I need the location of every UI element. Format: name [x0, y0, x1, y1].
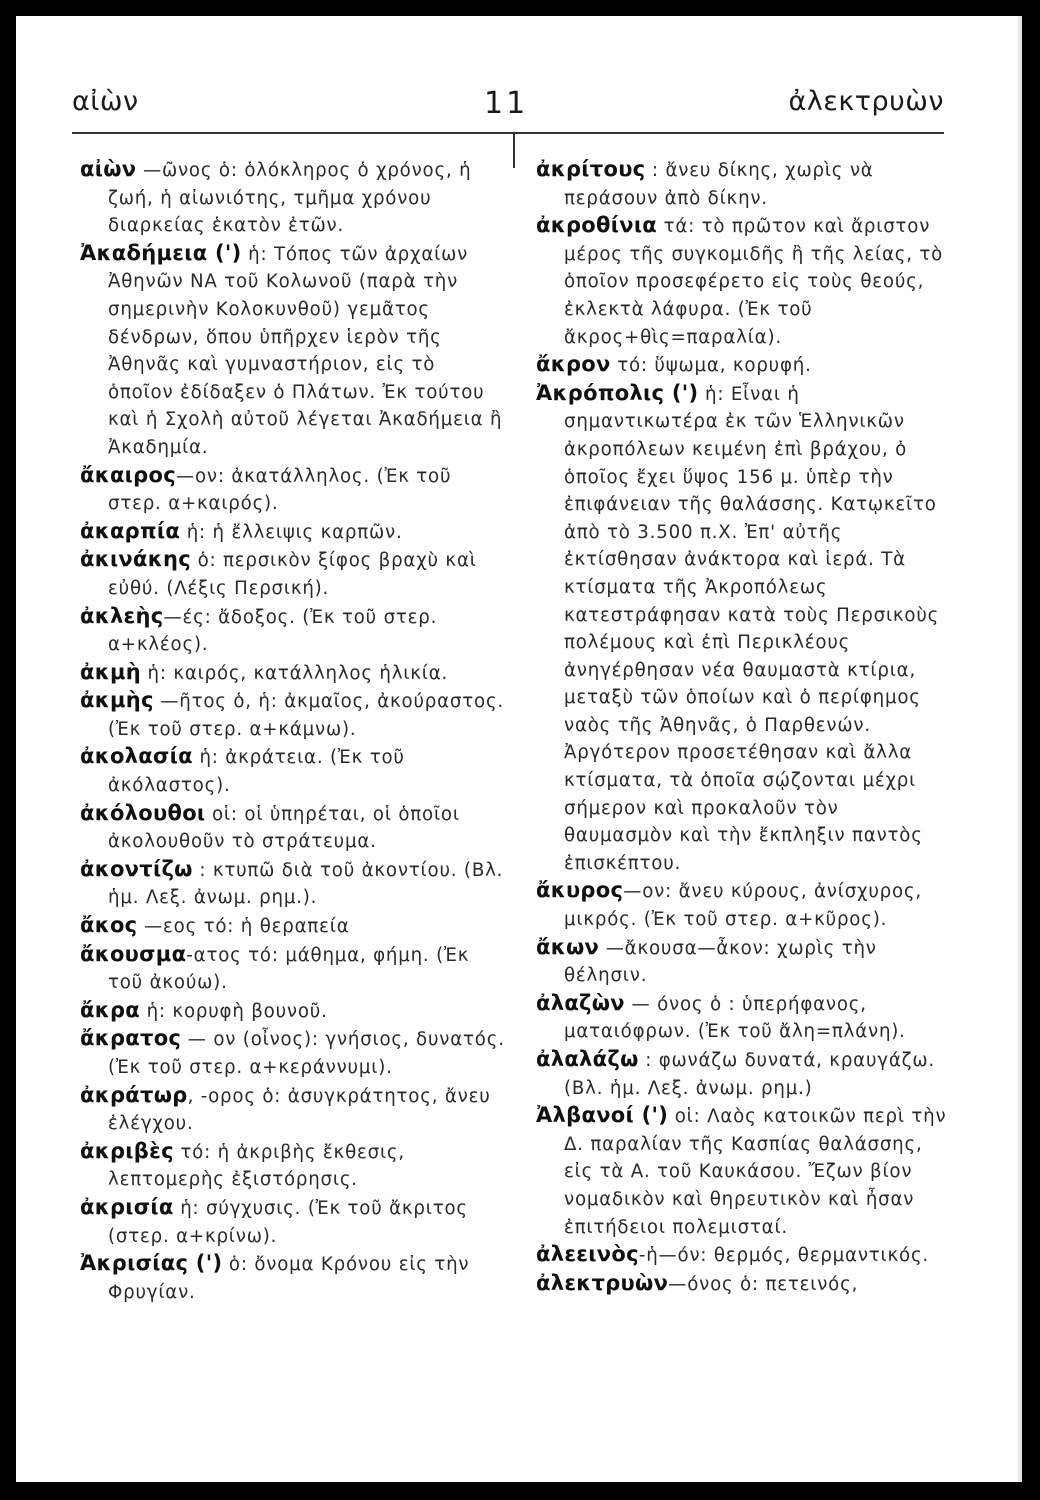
entry-definition: — όνος ὁ : ὑπερήφανος, ματαιόφρων. (Ἐκ τοῦ ἄλη=πλάνη). — [564, 993, 906, 1043]
dictionary-entry — [80, 240, 506, 462]
entry-definition: ἡ: ἡ ἔλλειψις καρπῶν. — [180, 521, 403, 543]
dictionary-entry — [536, 1241, 948, 1270]
dictionary-entry — [80, 800, 506, 856]
entry-headword: ἄκουσμα — [80, 941, 187, 966]
left-column — [80, 156, 506, 1306]
dictionary-entry — [80, 1138, 506, 1194]
entry-definition: — ον (οἶνος): γνήσιος, δυνατός. (Ἐκ τοῦ στερ. α+κεράννυμι). — [108, 1029, 505, 1078]
entry-headword: ἀλεκτρυὼν — [536, 1270, 669, 1295]
entry-headword: ἀκρισία — [80, 1194, 174, 1219]
entry-headword: Ἀλβανοί (') — [536, 1103, 669, 1128]
entry-headword: ἀκριβὲς — [80, 1138, 174, 1163]
entry-definition: : φωνάζω δυνατά, κραυγάζω. (Βλ. ἡμ. Λεξ. ἀνωμ. ρημ.) — [564, 1050, 935, 1099]
entry-headword: ἄκων — [536, 934, 600, 959]
entry-headword: ἀκοντίζω — [80, 856, 193, 881]
entry-definition: τό: ἡ ἀκριβὴς ἔκθεσις, λεπτομερὴς ἐξιστόρησις. — [108, 1141, 405, 1191]
entry-definition: —ον: ἄνευ κύρους, ἀνίσχυρος, μικρός. (Ἐκ τοῦ στερ. α+κῦρος). — [564, 881, 922, 931]
entry-headword: ἄκρον — [536, 352, 611, 377]
entry-headword: ἀλαλάζω — [536, 1047, 639, 1071]
entry-headword: Ἀκαδήμεια (') — [80, 240, 242, 265]
entry-definition: -ατος τό: μάθημα, φήμη. (Ἐκ τοῦ ἀκούω). — [108, 944, 470, 994]
entry-definition: τό: ὕψωμα, κορυφή. — [610, 355, 812, 377]
dictionary-entry — [536, 1102, 948, 1241]
dictionary-entry — [80, 1025, 506, 1081]
entry-definition: —εος τό: ἡ θεραπεία — [137, 916, 350, 938]
dictionary-entry — [80, 462, 506, 518]
entry-definition: —ἄκουσα—ἆκον: χωρὶς τὴν θέλησιν. — [564, 937, 877, 987]
dictionary-entry — [80, 1250, 506, 1306]
dictionary-entry — [536, 934, 948, 990]
entry-headword: αἰὼν — [80, 157, 137, 181]
entry-headword: ἀκράτωρ — [80, 1082, 188, 1107]
entry-definition: ἡ: Εἶναι ἡ σημαντικωτέρα ἐκ τῶν Ἑλληνικῶν ἀκροπόλεων κειμένη ἐπὶ βράχου, ὁ ὁποῖος ἔχει ὕψος 156 μ. ὑπὲρ τὴν ἐπιφάνειαν τῆς θαλάσσης. Κατῳκεῖτο ἀπὸ τὸ 3.500 π.Χ. Ἐπ' αὐτῆς ἐκτίσθησαν ἀνάκτορα καὶ ἱερά. Τὰ κτίσματα τῆς Ἀκροπόλεως κατεστράφησαν κατὰ τοὺς Περσικοὺς πολέμους καὶ ἐπὶ Περικλέους ἀνηγέρθησαν νέα θαυμαστὰ κτίρια, μεταξὺ τῶν ὁποίων καὶ ὁ περίφημος ναὸς τῆς Ἀθηνᾶς, ὁ Παρθενών. Ἀργότερον προσετέθησαν καὶ ἄλλα κτίσματα, τὰ ὁποῖα σῴζονται μέχρι σήμερον καὶ προκαλοῦν τὸν θαυμασμὸν καὶ τὴν ἔκπληξιν παντὸς ἐπισκέπτου. — [564, 383, 940, 874]
dictionary-entry — [80, 856, 506, 912]
dictionary-entry — [80, 941, 506, 997]
running-head-left: αἰὼν — [72, 86, 139, 117]
dictionary-entry — [80, 1194, 506, 1250]
dictionary-entry — [80, 912, 506, 941]
entry-headword: ἀλεεινὸς — [536, 1242, 639, 1267]
entry-headword: ἄκυρος — [536, 878, 624, 903]
entry-definition: , -ορος ὁ: ἀσυγκράτητος, ἄνευ ἐλέγχου. — [108, 1085, 491, 1135]
dictionary-entry — [536, 1270, 948, 1299]
page-number: 11 — [484, 86, 529, 121]
entry-headword: ἄκρα — [80, 997, 141, 1022]
entry-headword: ἀκμὴς — [80, 688, 154, 713]
entry-headword: ἀκλεὴς — [80, 603, 164, 628]
entry-definition: : κτυπῶ διὰ τοῦ ἀκοντίου. (Βλ. ἡμ. Λεξ. ἀνωμ. ρημ.). — [108, 859, 504, 909]
column-divider — [513, 132, 515, 168]
dictionary-entry — [536, 156, 948, 212]
entry-definition: —ές: ἄδοξος. (Ἐκ τοῦ στερ. α+κλέος). — [108, 606, 438, 656]
page-edge-shadow — [1018, 16, 1022, 1482]
dictionary-entry — [80, 1082, 506, 1138]
entry-definition: —όνος ὁ: πετεινός, — [668, 1273, 859, 1295]
entry-definition: ὁ: ὄνομα Κρόνου εἰς τὴν Φρυγίαν. — [108, 1254, 470, 1303]
entry-headword: ἀκόλουθοι — [80, 800, 206, 825]
dictionary-entry — [80, 518, 506, 547]
dictionary-entry — [80, 997, 506, 1026]
dictionary-page — [16, 16, 1022, 1482]
entry-definition: ἡ: ἀκράτεια. (Ἐκ τοῦ ἀκόλαστος). — [108, 747, 405, 797]
entry-definition: ἡ: Τόπος τῶν ἀρχαίων Ἀθηνῶν ΝΑ τοῦ Κολωνοῦ (παρὰ τὴν σημερινὴν Κολοκυνθοῦ) γεμᾶτος δένδρων, ὅπου ὑπῆρχεν ἱερὸν τῆς Ἀθηνᾶς καὶ γυμναστήριον, εἰς τὸ ὁποῖον ἐδίδαξεν ὁ Πλάτων. Ἐκ τούτου καὶ ἡ Σχολὴ αὐτοῦ λέγεται Ἀκαδήμεια ἢ Ἀκαδημία. — [108, 243, 503, 458]
dictionary-entry — [536, 1046, 948, 1102]
dictionary-entry — [80, 156, 506, 240]
entry-definition: ἡ: καιρός, κατάλληλος ἡλικία. — [140, 662, 449, 684]
dictionary-entry — [536, 380, 948, 878]
dictionary-entry — [80, 743, 506, 799]
dictionary-entry — [536, 877, 948, 933]
running-head-right: ἀλεκτρυὼν — [788, 86, 944, 117]
entry-headword: Ἀκρισίας (') — [80, 1251, 223, 1276]
entry-headword: ἀκμὴ — [80, 659, 141, 684]
dictionary-entry — [536, 351, 948, 380]
dictionary-entry — [80, 687, 506, 743]
entry-headword: ἄκρατος — [80, 1026, 182, 1051]
entry-definition: οἱ: οἱ ὑπηρέται, οἱ ὁποῖοι ἀκολουθοῦν τὸ στράτευμα. — [108, 803, 460, 853]
entry-headword: ἄκος — [80, 913, 138, 938]
entry-definition: -ἡ—όν: θερμός, θερμαντικός. — [638, 1245, 929, 1267]
entry-headword: ἀκολασία — [80, 744, 193, 769]
entry-definition: οἱ: Λαὸς κατοικῶν περὶ τὴν Δ. παραλίαν τῆς Κασπίας θαλάσσης, εἰς τὰ Α. τοῦ Καυκάσου. Ἔζων βίον νομαδικὸν καὶ θηρευτικὸν καὶ ἦσαν ἐπιτήδειοι πολεμισταί. — [564, 1106, 947, 1238]
entry-headword: ἄκαιρος — [80, 462, 176, 487]
right-column — [536, 156, 948, 1298]
dictionary-entry — [80, 603, 506, 659]
entry-definition: ἡ: κορυφὴ βουνοῦ. — [140, 1000, 328, 1022]
entry-headword: ἀκαρπία — [80, 518, 181, 543]
entry-definition: ἡ: σύγχυσις. (Ἐκ τοῦ ἄκριτος (στερ. α+κρίνω). — [108, 1197, 468, 1247]
dictionary-entry — [80, 546, 506, 602]
dictionary-entry — [536, 990, 948, 1046]
header-rule — [72, 132, 944, 134]
entry-headword: ἀκρίτους — [536, 157, 646, 181]
entry-definition: : ἄνευ δίκης, χωρὶς νὰ περάσουν ἀπὸ δίκην. — [564, 160, 874, 209]
entry-headword: ἀλαζὼν — [536, 990, 625, 1015]
dictionary-entry — [80, 659, 506, 688]
entry-definition: —ῶνος ὁ: ὁλόκληρος ὁ χρόνος, ἡ ζωή, ἡ αἰωνιότης, τμῆμα χρόνου διαρκείας ἑκατὸν ἐτῶν. — [108, 160, 472, 237]
entry-headword: ἀκροθίνια — [536, 213, 658, 238]
entry-definition: —ῆτος ὁ, ἡ: ἀκμαῖος, ἀκούραστος. (Ἐκ τοῦ στερ. α+κάμνω). — [108, 691, 504, 740]
entry-definition: ὁ: περσικὸν ξίφος βραχὺ καὶ εὐθύ. (Λέξις Περσική). — [108, 550, 477, 599]
entry-headword: ἀκινάκης — [80, 547, 191, 572]
entry-headword: Ἀκρόπολις (') — [536, 380, 699, 405]
entry-definition: —ον: ἀκατάλληλος. (Ἐκ τοῦ στερ. α+καιρός). — [108, 465, 452, 515]
entry-definition: τά: τὸ πρῶτον καὶ ἄριστον μέρος τῆς συγκομιδῆς ἢ τῆς λείας, τὸ ὁποῖον προσεφέρετο εἰς τοὺς θεούς, ἐκλεκτὰ λάφυρα. (Ἐκ τοῦ ἄκρος+θὶς=παραλία). — [564, 216, 944, 348]
dictionary-entry — [536, 212, 948, 351]
